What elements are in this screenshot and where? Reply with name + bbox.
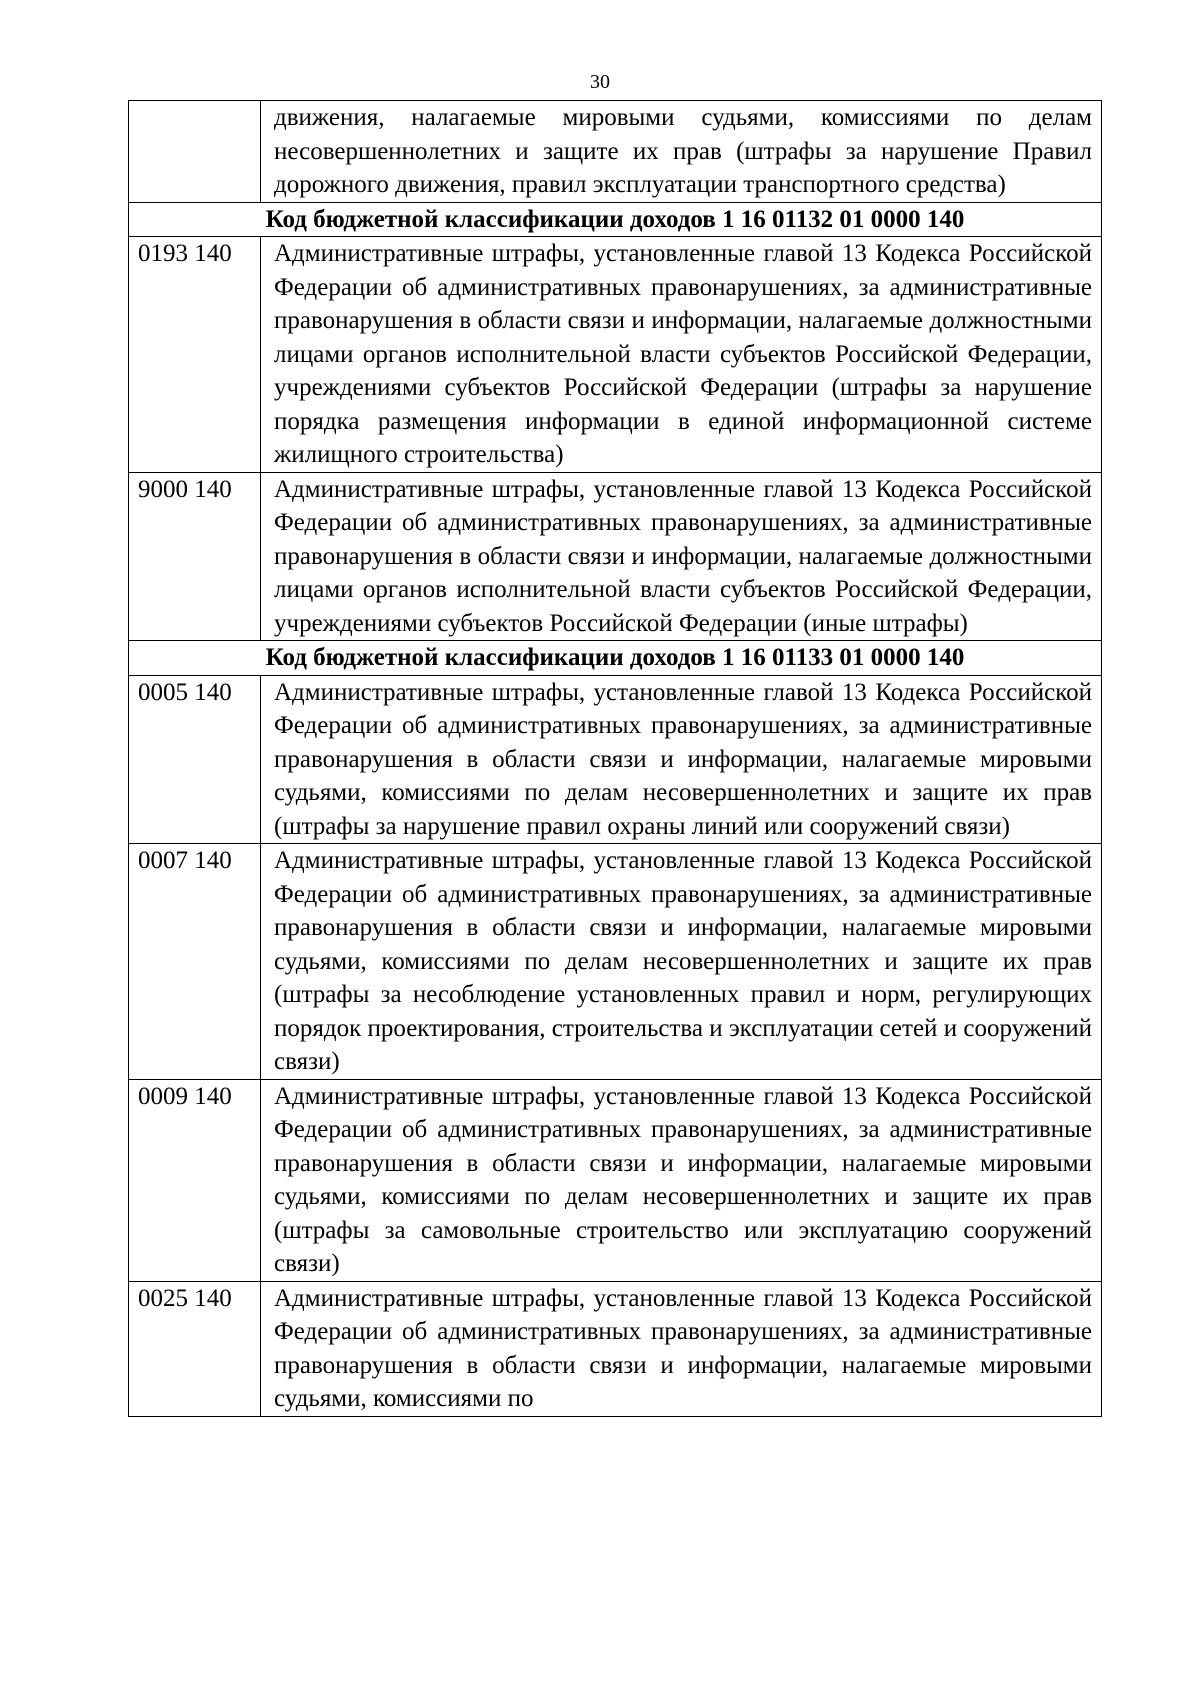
table-row bbox=[129, 237, 1102, 473]
description-cell: Административные штрафы, установленные главой 13 Кодекса Российской Федерации об административных правонарушениях, за административные правонарушения в области связи и информации, налагаемые мировыми судьями, комиссиями по делам несовершеннолетних и защите их прав (штрафы за несоблюдение установленных правил и норм, регулирующих порядок проектирования, строительства и эксплуатации сетей и сооружений связи) bbox=[261, 844, 1102, 1080]
subcode-cell: 0007 140 bbox=[129, 844, 261, 1080]
description-cell: Административные штрафы, установленные главой 13 Кодекса Российской Федерации об административных правонарушениях, за административные правонарушения в области связи и информации, налагаемые должностными лицами органов исполнительной власти субъектов Российской Федерации, учреждениями субъектов Российской Федерации (штрафы за нарушение порядка размещения информации в единой информационной системе жилищного строительства) bbox=[261, 237, 1102, 473]
table-row bbox=[129, 101, 1102, 203]
table-row bbox=[129, 844, 1102, 1080]
classification-code-heading: Код бюджетной классификации доходов 1 16 01132 01 0000 140 bbox=[129, 202, 1102, 237]
description-cell: Административные штрафы, установленные главой 13 Кодекса Российской Федерации об административных правонарушениях, за административные правонарушения в области связи и информации, налагаемые мировыми судьями, комиссиями по делам несовершеннолетних и защите их прав (штрафы за самовольные строительство или эксплуатацию сооружений связи) bbox=[261, 1079, 1102, 1281]
subcode-cell: 0025 140 bbox=[129, 1281, 261, 1416]
table-body bbox=[129, 101, 1102, 1417]
classification-code-heading: Код бюджетной классификации доходов 1 16 01133 01 0000 140 bbox=[129, 641, 1102, 676]
table-row bbox=[129, 472, 1102, 641]
description-cell: движения, налагаемые мировыми судьями, комиссиями по делам несовершеннолетних и защите их прав (штрафы за нарушение Правил дорожного движения, правил эксплуатации транспортного средства) bbox=[261, 101, 1102, 203]
subcode-cell: 0005 140 bbox=[129, 675, 261, 844]
table-row bbox=[129, 1079, 1102, 1281]
page-number: 30 bbox=[590, 71, 610, 93]
classification-header-row bbox=[129, 202, 1102, 237]
description-cell: Административные штрафы, установленные главой 13 Кодекса Российской Федерации об административных правонарушениях, за административные правонарушения в области связи и информации, налагаемые мировыми судьями, комиссиями по bbox=[261, 1281, 1102, 1416]
subcode-cell bbox=[129, 101, 261, 203]
subcode-cell: 0009 140 bbox=[129, 1079, 261, 1281]
table-row bbox=[129, 675, 1102, 844]
table-row bbox=[129, 1281, 1102, 1416]
description-cell: Административные штрафы, установленные главой 13 Кодекса Российской Федерации об административных правонарушениях, за административные правонарушения в области связи и информации, налагаемые должностными лицами органов исполнительной власти субъектов Российской Федерации, учреждениями субъектов Российской Федерации (иные штрафы) bbox=[261, 472, 1102, 641]
classification-header-row bbox=[129, 641, 1102, 676]
subcode-cell: 0193 140 bbox=[129, 237, 261, 473]
classification-table bbox=[128, 100, 1102, 1417]
description-cell: Административные штрафы, установленные главой 13 Кодекса Российской Федерации об административных правонарушениях, за административные правонарушения в области связи и информации, налагаемые мировыми судьями, комиссиями по делам несовершеннолетних и защите их прав (штрафы за нарушение правил охраны линий или сооружений связи) bbox=[261, 675, 1102, 844]
subcode-cell: 9000 140 bbox=[129, 472, 261, 641]
